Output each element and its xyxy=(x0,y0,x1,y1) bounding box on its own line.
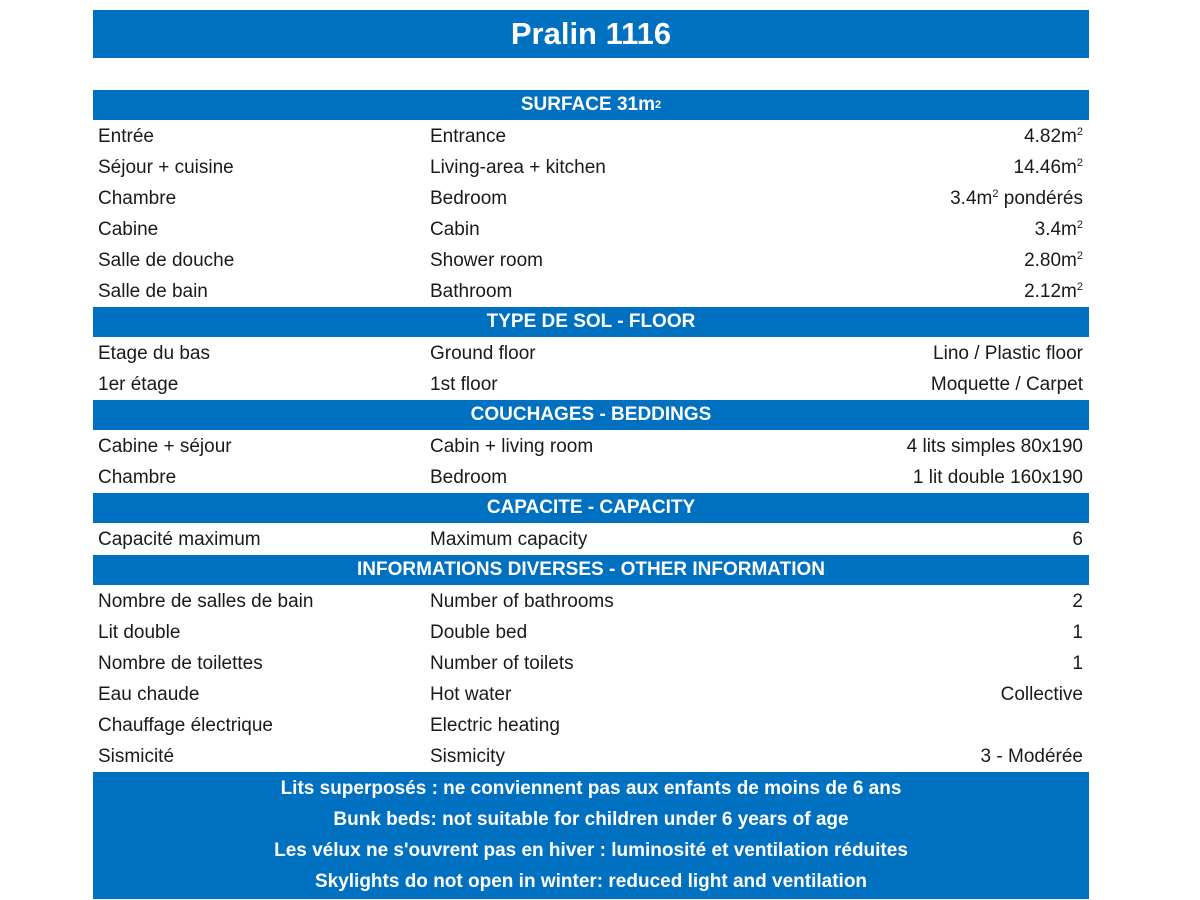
label-fr: Entrée xyxy=(98,125,154,147)
section-header-other-information xyxy=(93,555,1089,586)
note-line: Skylights do not open in winter: reduced light and ventilation xyxy=(314,870,868,892)
table-row xyxy=(93,648,1089,679)
property-info-table xyxy=(93,90,1089,899)
label-fr: Sismicité xyxy=(98,745,175,767)
label-fr: Eau chaude xyxy=(98,683,200,705)
label-en: Bathroom xyxy=(430,280,513,302)
label-fr: Séjour + cuisine xyxy=(98,156,234,178)
label-en: Bedroom xyxy=(430,466,508,488)
value-text: 2.80m xyxy=(1024,249,1077,271)
value xyxy=(760,157,1089,179)
value: 1 lit double 160x190 xyxy=(912,466,1083,488)
label-en: Bedroom xyxy=(430,187,508,209)
value xyxy=(760,188,1089,210)
label-en: Living-area + kitchen xyxy=(430,156,606,178)
beddings-header-text: COUCHAGES - BEDDINGS xyxy=(470,404,712,425)
label-fr: Chauffage électrique xyxy=(98,714,273,736)
label-fr: Chambre xyxy=(98,466,177,488)
value-text: 2.12m xyxy=(1024,280,1077,302)
value-sup: 2 xyxy=(1076,249,1083,262)
label-en: Cabin xyxy=(430,218,480,240)
label-en: Maximum capacity xyxy=(430,528,588,550)
value-sup: 2 xyxy=(1076,218,1083,231)
table-row xyxy=(93,741,1089,772)
value-suffix: pondérés xyxy=(998,187,1083,209)
value-text: 3.4m xyxy=(1034,218,1077,240)
section-header-surface: SURFACE 31m 2 xyxy=(93,90,1089,121)
table-row xyxy=(93,214,1089,245)
value-sup: 2 xyxy=(992,187,999,200)
label-en: 1st floor xyxy=(430,373,498,395)
other-header-text: INFORMATIONS DIVERSES - OTHER INFORMATION xyxy=(357,559,825,580)
label-en: Cabin + living room xyxy=(430,435,594,457)
value: Moquette / Carpet xyxy=(930,373,1083,395)
value: Collective xyxy=(1000,683,1083,705)
value: 1 xyxy=(1072,652,1083,674)
table-row xyxy=(93,245,1089,276)
label-fr: Nombre de salles de bain xyxy=(98,590,314,612)
value: Lino / Plastic floor xyxy=(933,342,1083,364)
value: 4 lits simples 80x190 xyxy=(906,435,1083,457)
table-row xyxy=(93,121,1089,152)
value xyxy=(760,250,1089,272)
table-row xyxy=(93,369,1089,400)
label-fr: Lit double xyxy=(98,621,181,643)
label-fr: Salle de douche xyxy=(98,249,235,271)
note-line: Bunk beds: not suitable for children under 6 years of age xyxy=(333,808,849,830)
label-fr: Chambre xyxy=(98,187,177,209)
value-text: 4.82m xyxy=(1024,125,1077,147)
table-row xyxy=(93,586,1089,617)
label-fr: Etage du bas xyxy=(98,342,210,364)
label-fr: Cabine xyxy=(98,218,159,240)
section-header-capacity xyxy=(93,493,1089,524)
value-sup: 2 xyxy=(1076,125,1083,138)
label-en: Number of bathrooms xyxy=(430,590,614,612)
table-row xyxy=(93,617,1089,648)
label-fr: Nombre de toilettes xyxy=(98,652,263,674)
value xyxy=(760,281,1089,303)
table-row xyxy=(93,276,1089,307)
label-en: Ground floor xyxy=(430,342,536,364)
section-header-floor xyxy=(93,307,1089,338)
value-sup: 2 xyxy=(1076,280,1083,293)
label-en: Shower room xyxy=(430,249,543,271)
note-line: Les vélux ne s'ouvrent pas en hiver : luminosité et ventilation réduites xyxy=(274,839,908,861)
label-en: Electric heating xyxy=(430,714,560,736)
label-fr: 1er étage xyxy=(98,373,179,395)
note-line: Lits superposés : ne conviennent pas aux enfants de moins de 6 ans xyxy=(280,777,902,799)
warning-notes xyxy=(93,772,1089,899)
value xyxy=(760,126,1089,148)
floor-header-text: TYPE DE SOL - FLOOR xyxy=(486,311,696,332)
label-en: Number of toilets xyxy=(430,652,574,674)
table-row xyxy=(93,338,1089,369)
label-fr: Cabine + séjour xyxy=(98,435,232,457)
value xyxy=(760,219,1089,241)
capacity-header-text: CAPACITE - CAPACITY xyxy=(486,497,696,518)
table-row xyxy=(93,152,1089,183)
table-row xyxy=(93,524,1089,555)
label-fr: Capacité maximum xyxy=(98,528,261,550)
value: 2 xyxy=(1072,590,1083,612)
label-fr: Salle de bain xyxy=(98,280,208,302)
table-row xyxy=(93,462,1089,493)
value-sup: 2 xyxy=(1076,156,1083,169)
table-row xyxy=(93,183,1089,214)
value-text: 14.46m xyxy=(1013,156,1077,178)
surface-header-text: SURFACE 31m xyxy=(520,94,655,115)
label-en: Sismicity xyxy=(430,745,505,767)
table-row xyxy=(93,710,1089,741)
page-title-text: Pralin 1116 xyxy=(510,16,672,51)
value-text: 3.4m xyxy=(950,187,993,209)
value: 1 xyxy=(1072,621,1083,643)
label-en: Hot water xyxy=(430,683,512,705)
section-header-beddings xyxy=(93,400,1089,431)
label-en: Double bed xyxy=(430,621,528,643)
label-en: Entrance xyxy=(430,125,507,147)
value: 6 xyxy=(1072,528,1083,550)
value: 3 - Modérée xyxy=(980,745,1083,767)
table-row xyxy=(93,679,1089,710)
table-row xyxy=(93,431,1089,462)
page-title xyxy=(93,10,1089,58)
